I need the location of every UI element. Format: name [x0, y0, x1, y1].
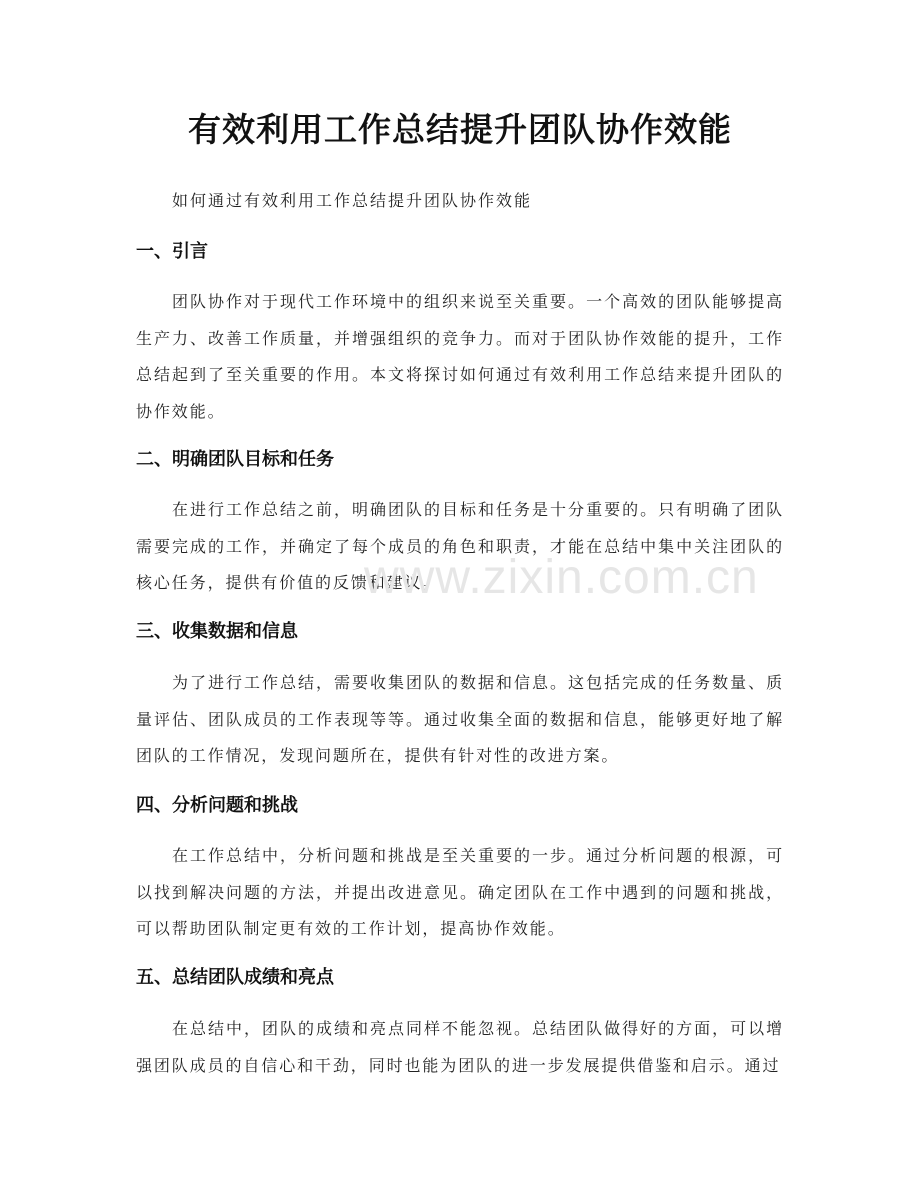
section-heading-intro: 一、引言: [136, 241, 208, 262]
section-heading-goals: 二、明确团队目标和任务: [136, 449, 334, 470]
section-body-intro: 团队协作对于现代工作环境中的组织来说至关重要。一个高效的团队能够提高生产力、改善工作质量，并增强组织的竞争力。而对于团队协作效能的提升，工作总结起到了至关重要的作用。本文将探讨如何通过有效利用工作总结来提升团队的协作效能。: [136, 292, 784, 421]
section-body-data: 为了进行工作总结，需要收集团队的数据和信息。这包括完成的任务数量、质量评估、团队成员的工作表现等等。通过收集全面的数据和信息，能够更好地了解团队的工作情况，发现问题所在，提供有针对性的改进方案。: [136, 673, 784, 765]
section-heading-data: 三、收集数据和信息: [136, 621, 298, 642]
document-subtitle: 如何通过有效利用工作总结提升团队协作效能: [172, 191, 533, 210]
section-body-goals: 在进行工作总结之前，明确团队的目标和任务是十分重要的。只有明确了团队需要完成的工作，并确定了每个成员的角色和职责，才能在总结中集中关注团队的核心任务，提供有价值的反馈和建议。: [136, 500, 784, 592]
section-body-achievements: 在总结中，团队的成绩和亮点同样不能忽视。总结团队做得好的方面，可以增强团队成员的自信心和干劲，同时也能为团队的进一步发展提供借鉴和启示。通过: [136, 1019, 784, 1075]
section-body-analysis: 在工作总结中，分析问题和挑战是至关重要的一步。通过分析问题的根源，可以找到解决问题的方法，并提出改进意见。确定团队在工作中遇到的问题和挑战，可以帮助团队制定更有效的工作计划，提高协作效能。: [136, 846, 784, 938]
watermark-text: www.zixin.com.cn: [364, 551, 759, 604]
section-heading-analysis: 四、分析问题和挑战: [136, 795, 298, 816]
section-heading-achievements: 五、总结团队成绩和亮点: [136, 967, 334, 988]
document-title: 有效利用工作总结提升团队协作效能: [188, 110, 732, 149]
